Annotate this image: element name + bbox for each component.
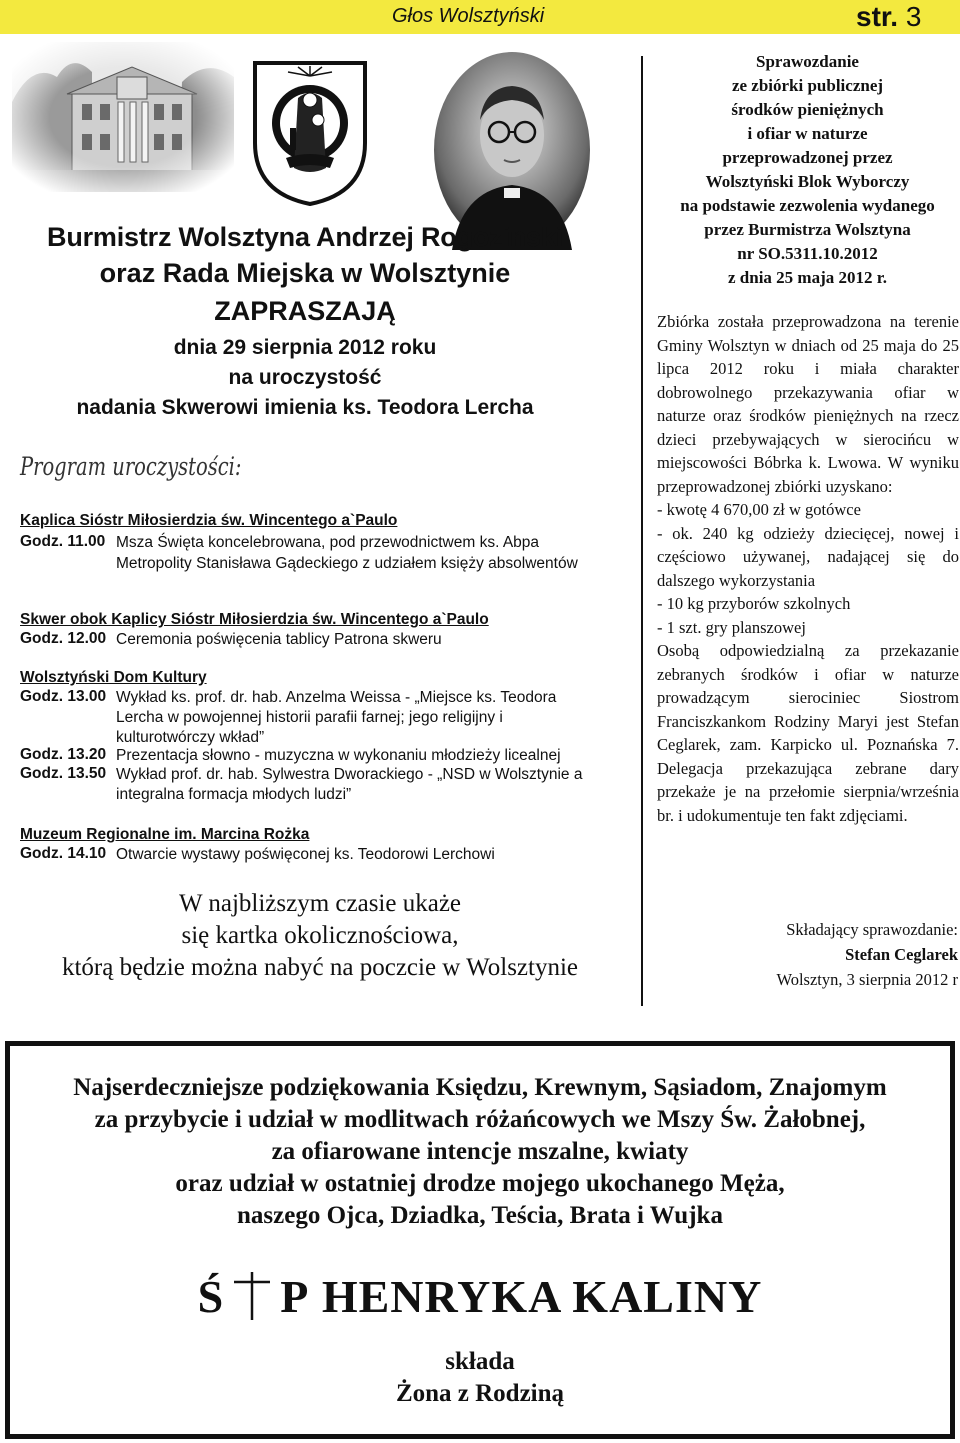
invitation-line-3: ZAPRASZAJĄ [214, 296, 396, 326]
column-divider [641, 56, 643, 1006]
signer-name: Stefan Ceglarek [845, 945, 958, 964]
program-item-desc: Ceremonia poświęcenia tablicy Patrona skweru [116, 631, 442, 648]
report-list-item: - kwotę 4 670,00 zł w gotówce [657, 500, 861, 519]
report-title-line: ze zbiórki publicznej [731, 76, 884, 95]
signer-place-date: Wolsztyn, 3 sierpnia 2012 r [776, 970, 958, 989]
report-title-line: z dnia 25 maja 2012 r. [728, 268, 887, 287]
program-item-desc: Wykład ks. prof. dr. hab. Anzelma Weissa - „Miejsce ks. Teodora Lercha w powojennej historii parafii farnej; jego religijny i kulturotwórczy wkład” [116, 689, 557, 746]
program-item-time: Godz. 12.00 [20, 630, 107, 647]
program-title: Program uroczystości: [20, 452, 242, 481]
deceased-name [10, 1270, 950, 1323]
program-section-place: Kaplica Sióstr Miłosierdzia św. Wincentego a`Paulo [20, 512, 398, 529]
obituary-box [5, 1041, 955, 1439]
invitation-line-6: nadania Skwerowi imienia ks. Teodora Lercha [76, 396, 534, 419]
report-paragraph: Zbiórka została przeprowadzona na terenie Gminy Wolsztyn w dniach od 25 maja do 25 lipca 2012 roku i miała charakter dobrowolnego przekazywania ofiar w naturze oraz środków pieniężnych na rzecz dzieci przebywających w sierocińcu w miejscowości Bóbrka k. Lwowa. W wyniku przeprowadzonej zbiórki uzyskano: [657, 312, 959, 496]
program-section-place: Wolsztyński Dom Kultury [20, 669, 207, 686]
portrait-photo [432, 50, 592, 250]
program-item [20, 630, 600, 650]
name-prefix: Ś [197, 1271, 225, 1322]
name-prefix: P [280, 1271, 310, 1322]
cross-icon [230, 1270, 274, 1323]
page-number: str. 3 [856, 1, 922, 32]
report-title-line: Wolsztyński Blok Wyborczy [705, 172, 910, 191]
report-body [657, 310, 959, 827]
program-item [20, 746, 600, 766]
signer-label: Składający sprawozdanie: [786, 920, 958, 939]
report-title-line: i ofiar w naturze [747, 124, 868, 143]
program-item-time: Godz. 14.10 [20, 845, 107, 862]
report-title-line: przeprowadzonej przez [722, 148, 893, 167]
obituary-closing-2: Żona z Rodziną [395, 1380, 565, 1407]
report-list-item: - 10 kg przyborów szkolnych [657, 594, 851, 613]
program-item-desc: Msza Święta koncelebrowana, pod przewodnictwem ks. Abpa Metropolity Stanisława Gądeckiego z udziałem księży absolwentów [116, 534, 578, 572]
invitation-line-2: oraz Rada Miejska w Wolsztynie [99, 258, 511, 288]
program-item [20, 688, 600, 748]
invitation-line-1: Burmistrz Wolsztyna Andrzej Rogozinski [47, 222, 563, 252]
report-title-line: przez Burmistrza Wolsztyna [704, 220, 911, 239]
building-photo [12, 42, 234, 192]
card-notice-line-3: którą będzie można nabyć na poczcie w Wolsztynie [61, 954, 579, 981]
town-crest [250, 58, 370, 208]
program-item [20, 845, 600, 865]
deceased-full-name: HENRYKA KALINY [321, 1271, 763, 1322]
report-list-item: - ok. 240 kg odzieży dziecięcej, nowej i częściowo używanej, nadającej się do dalszego wykorzystania [657, 523, 959, 590]
report-title-line: nr SO.5311.10.2012 [737, 244, 878, 263]
invitation-line-4: dnia 29 sierpnia 2012 roku [173, 336, 437, 359]
program-item-time: Godz. 11.00 [20, 533, 106, 550]
report-list-item: - 1 szt. gry planszowej [657, 617, 806, 637]
obituary-line-4: oraz udział w ostatniej drodze mojego ukochanego Męża, [175, 1170, 785, 1197]
program-item-time: Godz. 13.20 [20, 746, 107, 763]
program-item [20, 533, 600, 574]
report-title-line: Sprawozdanie [756, 52, 859, 71]
obituary-line-1: Najserdeczniejsze podziękowania Księdzu, Krewnym, Sąsiadom, Znajomym [73, 1074, 887, 1101]
program-item-time: Godz. 13.50 [20, 765, 107, 782]
program-item [20, 765, 600, 805]
program-section-place: Skwer obok Kaplicy Sióstr Miłosierdzia św. Wincentego a`Paulo [20, 611, 489, 628]
obituary-line-2: za przybycie i udział w modlitwach różańcowych we Mszy Św. Żałobnej, [94, 1106, 866, 1133]
report-title-line: środków pieniężnych [731, 100, 884, 119]
report-title-line: na podstawie zezwolenia wydanego [680, 196, 935, 215]
card-notice-line-2: się kartka okolicznościowa, [181, 922, 459, 949]
report-title [655, 50, 960, 290]
obituary-closing-1: składa [445, 1348, 515, 1375]
program-item-desc: Otwarcie wystawy poświęconej ks. Teodorowi Lerchowi [116, 846, 495, 863]
card-notice-line-1: W najbliższym czasie ukaże [178, 890, 462, 917]
report-paragraph: Osobą odpowiedzialną za przekazanie zebranych środków i ofiar w naturze prowadzącym sierociniec Siostrom Franciszkankom Rodziny Maryi jest Stefan Ceglarek, zam. Karpicko ul. Poznańska 7. Delegacja przekazująca zebrane dary przekaże je na przełomie sierpnia/września br. i udokumentuje ten fakt zdjęciami. [657, 641, 959, 825]
obituary-line-5: naszego Ojca, Dziadka, Teścia, Brata i Wujka [237, 1202, 723, 1229]
invitation-line-5: na uroczystość [228, 366, 382, 389]
program-item-desc: Prezentacja słowno - muzyczna w wykonaniu młodzieży licealnej [116, 747, 561, 764]
program-item-desc: Wykład prof. dr. hab. Sylwestra Dworackiego - „NSD w Wolsztynie a integralna formacja młodych ludzi” [116, 766, 583, 803]
newspaper-name: Głos Wolsztyński [392, 5, 545, 27]
program-item-time: Godz. 13.00 [20, 688, 107, 705]
obituary-line-3: za ofiarowane intencje mszalne, kwiaty [271, 1138, 689, 1165]
program-section-place: Muzeum Regionalne im. Marcina Rożka [20, 826, 310, 843]
